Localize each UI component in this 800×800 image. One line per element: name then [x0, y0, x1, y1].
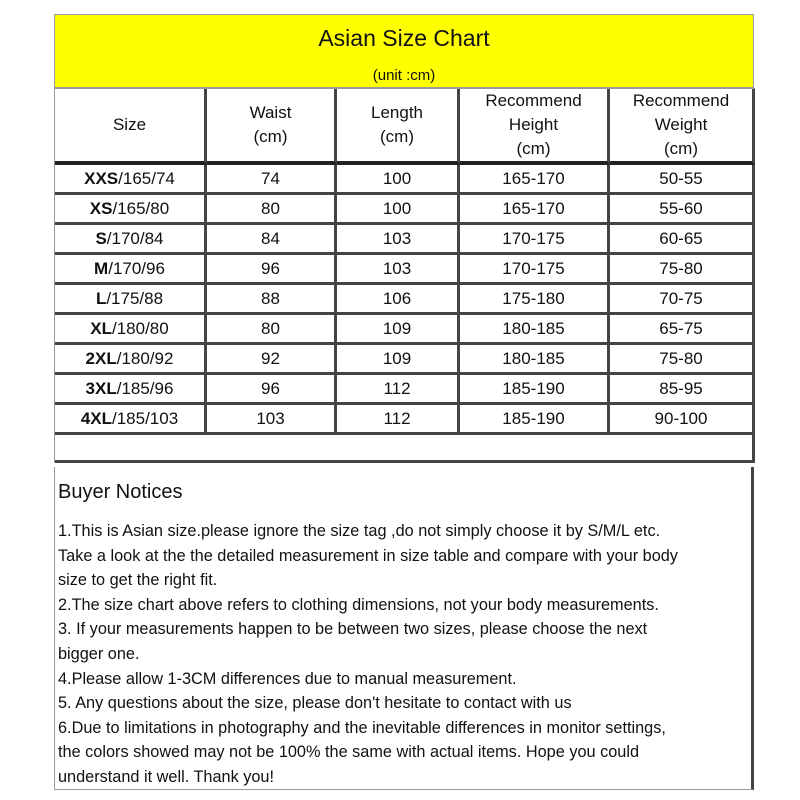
cell-size — [55, 405, 207, 435]
notice-line: size to get the right fit. — [58, 571, 218, 590]
cell-waist: 84 — [207, 225, 337, 255]
size-row — [55, 225, 755, 255]
cell-weight: 55-60 — [610, 195, 755, 225]
notices-body — [58, 519, 750, 790]
cell-length: 106 — [337, 285, 460, 315]
cell-waist: 92 — [207, 345, 337, 375]
notice-line: 1.This is Asian size.please ignore the size tag ,do not simply choose it by S/M/L etc. — [58, 522, 661, 540]
cell-height: 165-170 — [460, 195, 610, 225]
size-code: XL — [90, 318, 112, 338]
chart-title: Asian Size Chart — [318, 25, 490, 51]
cell-height: 180-185 — [460, 315, 610, 345]
cell-length: 112 — [337, 375, 460, 405]
size-row — [55, 315, 755, 345]
cell-size — [55, 165, 207, 195]
size-row — [55, 165, 755, 195]
size-spec: /165/80 — [112, 198, 170, 218]
size-spec: /175/88 — [106, 288, 164, 308]
cell-weight: 70-75 — [610, 285, 755, 315]
size-code: XXS — [84, 168, 119, 188]
notice-line: 2.The size chart above refers to clothing dimensions, not your body measurements. — [58, 595, 659, 614]
cell-waist: 88 — [207, 285, 337, 315]
notice-line: bigger one. — [58, 644, 140, 663]
notice-line: 6.Due to limitations in photography and the inevitable differences in monitor settings, — [58, 718, 666, 737]
size-spec: /185/103 — [112, 408, 179, 428]
size-code: L — [95, 288, 107, 308]
header-waist: Waist (cm) — [207, 89, 337, 165]
cell-length: 103 — [337, 255, 460, 285]
blank-cell — [55, 435, 755, 463]
cell-size — [55, 345, 207, 375]
size-spec: /170/96 — [108, 258, 165, 278]
cell-weight: 75-80 — [610, 345, 755, 375]
cell-size — [55, 285, 207, 315]
header-row — [55, 89, 755, 165]
cell-length: 109 — [337, 345, 460, 375]
cell-waist: 80 — [207, 195, 337, 225]
size-code: S — [95, 228, 107, 248]
size-spec: /180/80 — [112, 318, 169, 338]
header-length: Length (cm) — [337, 89, 460, 165]
size-spec: /185/96 — [116, 378, 174, 398]
size-row — [55, 405, 755, 435]
blank-row — [55, 435, 755, 463]
cell-length: 100 — [337, 195, 460, 225]
cell-length: 109 — [337, 315, 460, 345]
size-code: XS — [89, 198, 113, 218]
cell-height: 175-180 — [460, 285, 610, 315]
cell-waist: 74 — [207, 165, 337, 195]
size-chart-sheet — [54, 14, 754, 790]
size-row — [55, 375, 755, 405]
cell-size — [55, 225, 207, 255]
cell-waist: 103 — [207, 405, 337, 435]
cell-height: 185-190 — [460, 375, 610, 405]
size-row — [55, 255, 755, 285]
cell-height: 170-175 — [460, 255, 610, 285]
cell-height: 165-170 — [460, 165, 610, 195]
cell-weight: 50-55 — [610, 165, 755, 195]
size-table — [54, 88, 755, 463]
header-height: Recommend Height (cm) — [460, 89, 610, 165]
notice-line: the colors showed may not be 100% the same with actual items. Hope you could — [58, 743, 640, 762]
title-banner — [54, 14, 754, 88]
size-row — [55, 345, 755, 375]
size-code: 2XL — [85, 348, 117, 368]
cell-length: 100 — [337, 165, 460, 195]
cell-weight: 65-75 — [610, 315, 755, 345]
size-row — [55, 285, 755, 315]
header-weight: Recommend Weight (cm) — [610, 89, 755, 165]
size-spec: /180/92 — [116, 348, 174, 368]
cell-size — [55, 315, 207, 345]
header-size: Size — [55, 89, 207, 165]
unit-label: (unit :cm) — [372, 67, 436, 84]
cell-height: 170-175 — [460, 225, 610, 255]
cell-length: 112 — [337, 405, 460, 435]
cell-weight: 90-100 — [610, 405, 755, 435]
size-row — [55, 195, 755, 225]
notice-line: Take a look at the the detailed measurement in size table and compare with your body — [58, 546, 678, 565]
notice-line: understand it well. Thank you! — [58, 767, 275, 786]
cell-size — [55, 255, 207, 285]
notices-heading: Buyer Notices — [58, 481, 183, 503]
cell-weight: 75-80 — [610, 255, 755, 285]
cell-waist: 96 — [207, 375, 337, 405]
buyer-notices — [54, 467, 754, 790]
cell-height: 180-185 — [460, 345, 610, 375]
cell-size — [55, 375, 207, 405]
notice-line: 3. If your measurements happen to be between two sizes, please choose the next — [58, 620, 648, 639]
size-code: 4XL — [80, 408, 112, 428]
size-code: M — [94, 258, 109, 278]
cell-height: 185-190 — [460, 405, 610, 435]
cell-weight: 85-95 — [610, 375, 755, 405]
cell-waist: 96 — [207, 255, 337, 285]
cell-weight: 60-65 — [610, 225, 755, 255]
cell-size — [55, 195, 207, 225]
size-spec: /165/74 — [118, 168, 175, 188]
notice-line: 4.Please allow 1-3CM differences due to manual measurement. — [58, 669, 517, 688]
size-code: 3XL — [85, 378, 117, 398]
notice-line: 5. Any questions about the size, please don't hesitate to contact with us — [58, 694, 572, 713]
cell-waist: 80 — [207, 315, 337, 345]
cell-length: 103 — [337, 225, 460, 255]
size-spec: /170/84 — [106, 228, 164, 248]
